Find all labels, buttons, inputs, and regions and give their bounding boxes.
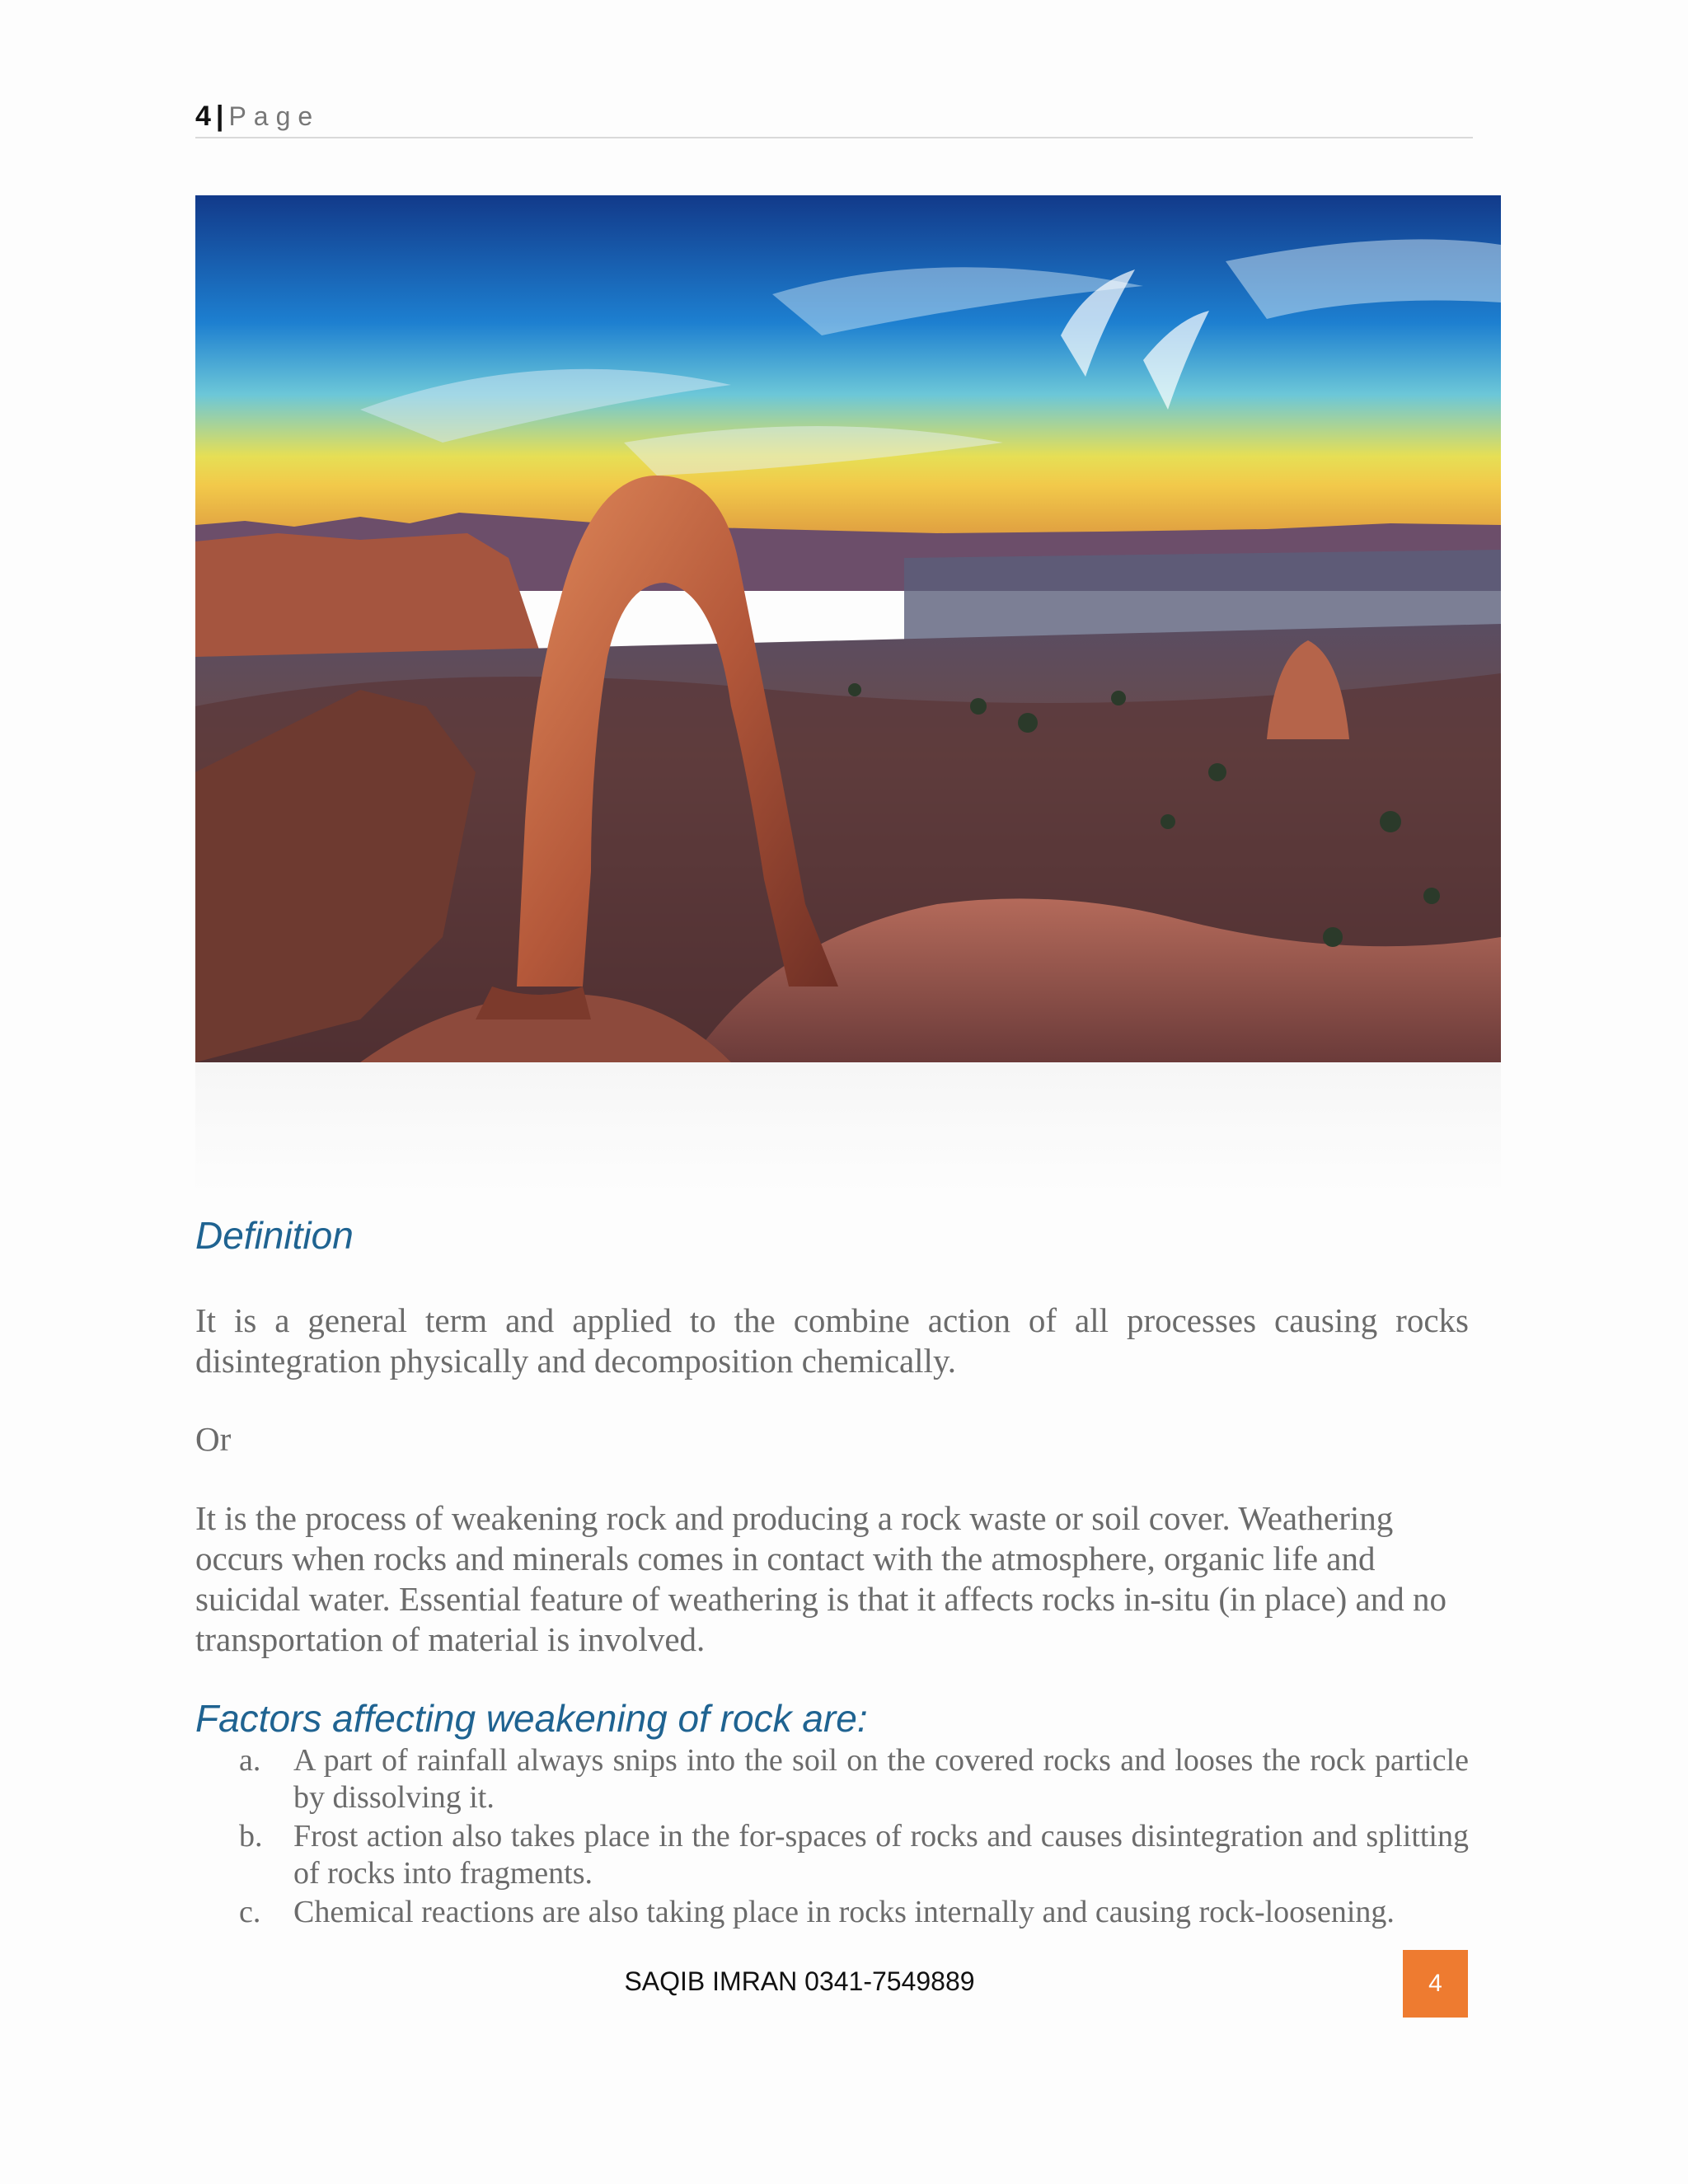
header-separator: |	[215, 101, 224, 132]
list-marker: c.	[239, 1895, 261, 1929]
landscape-photo-arch-icon	[195, 195, 1501, 1062]
list-item	[239, 1894, 1469, 1931]
definition-or: Or	[195, 1420, 232, 1458]
factors-list	[239, 1742, 1469, 1933]
photo-shadow	[195, 1062, 1501, 1194]
header-page-word: Page	[228, 101, 321, 131]
definition-paragraph-1: It is a general term and applied to the combine action of all processes causing rocks disintegration physically and decomposition chemically.	[195, 1301, 1469, 1380]
list-marker: b.	[239, 1819, 263, 1854]
footer-author: SAQIB IMRAN 0341-7549889	[624, 1966, 975, 1996]
list-item	[239, 1818, 1469, 1892]
factors-heading: Factors affecting weakening of rock are:	[195, 1697, 868, 1740]
footer-page-number-box: 4	[1403, 1950, 1468, 2018]
list-item	[239, 1742, 1469, 1816]
list-item-text: A part of rainfall always snips into the soil on the covered rocks and looses the rock particle by dissolving it.	[293, 1743, 1469, 1815]
list-marker: a.	[239, 1743, 261, 1778]
list-item-text: Frost action also takes place in the for-spaces of rocks and causes disintegration and splitting of rocks into fragments.	[293, 1819, 1469, 1891]
definition-heading: Definition	[195, 1214, 354, 1257]
list-item-text: Chemical reactions are also taking place in rocks internally and causing rock-loosening.	[293, 1895, 1395, 1929]
page-header	[195, 101, 1473, 138]
definition-paragraph-2: It is the process of weakening rock and producing a rock waste or soil cover. Weathering occurs when rocks and minerals comes in contact with the atmosphere, organic life and suicidal water. Essential feature of weathering is that it affects rocks in-situ (in place) and no transportation of material is involved.	[195, 1499, 1447, 1658]
landscape-photo	[195, 195, 1501, 1062]
header-page-number: 4	[195, 101, 211, 132]
